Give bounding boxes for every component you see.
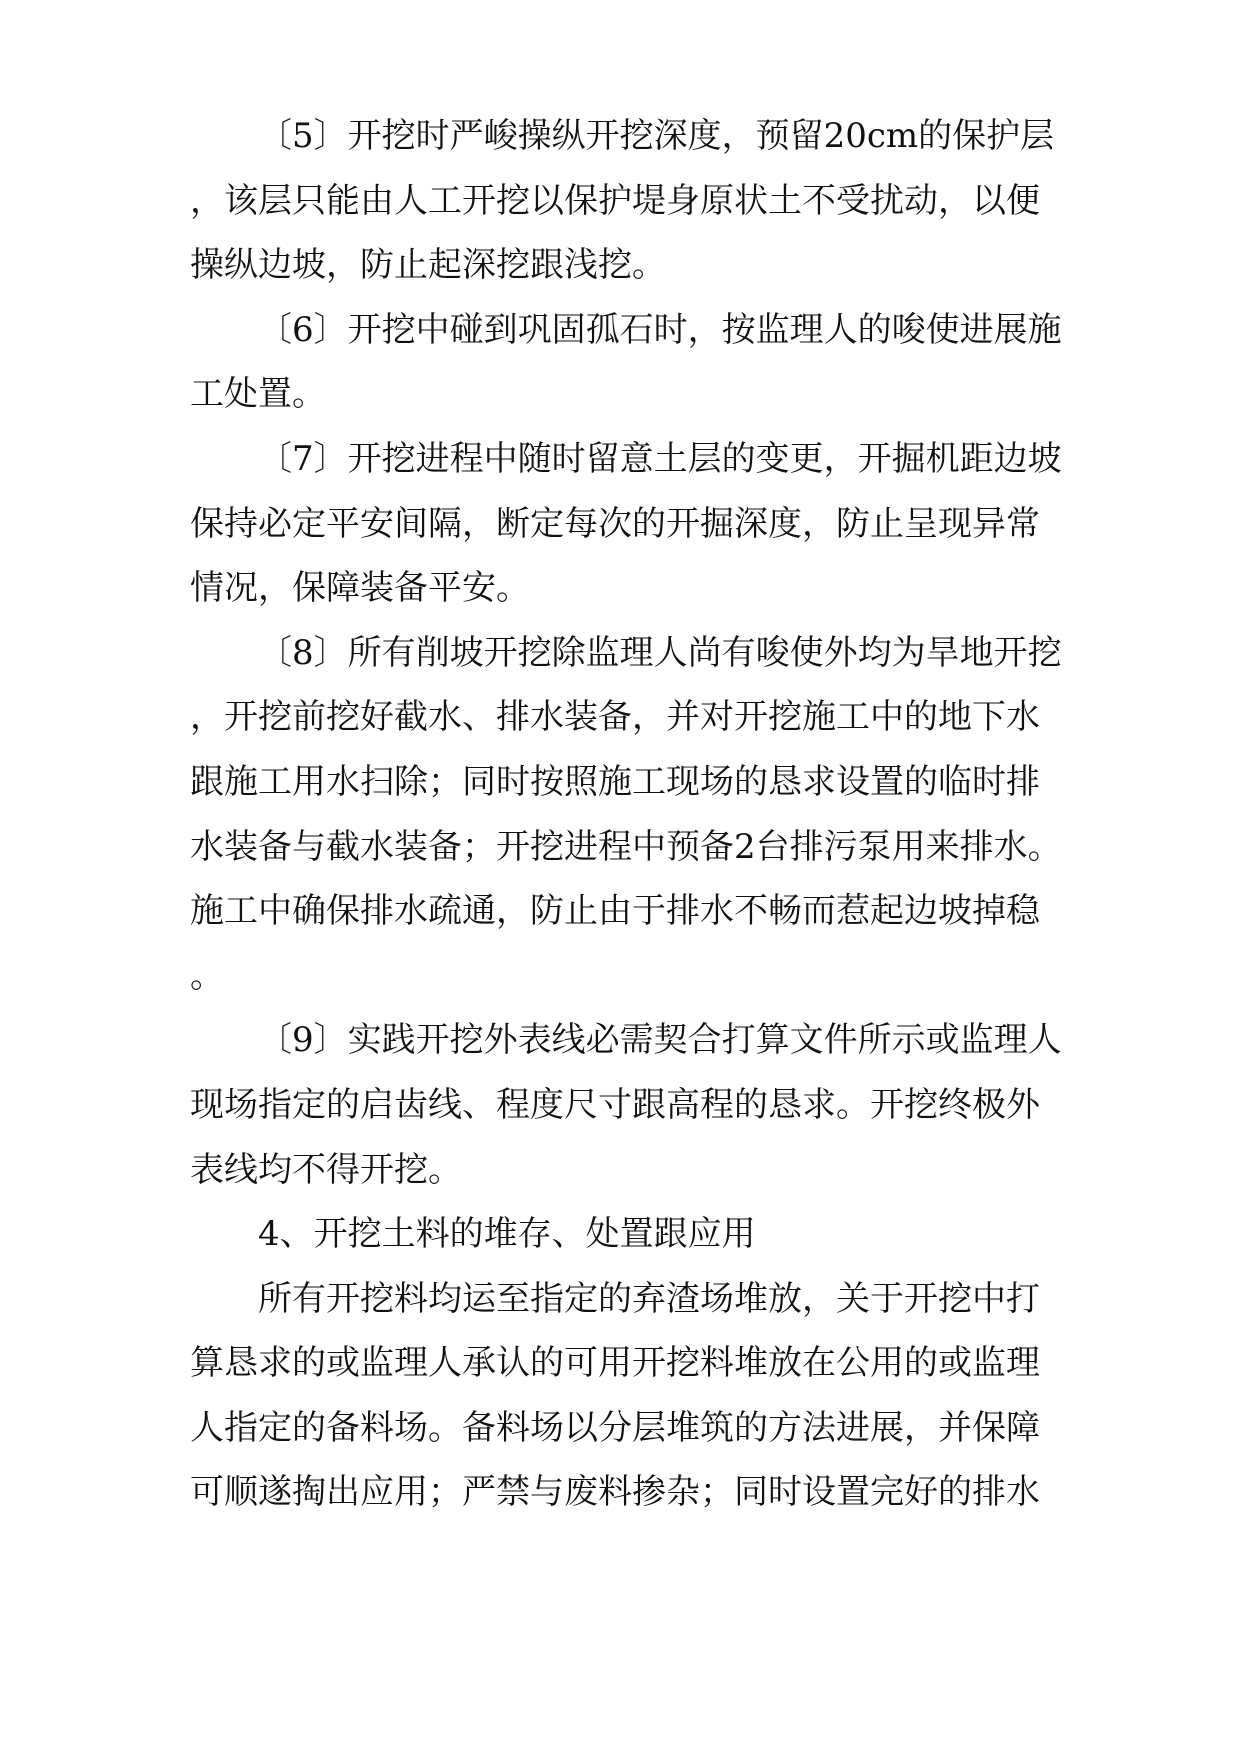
text-line: 〔9〕实践开挖外表线必需契合打算文件所示或监理人 [258,1020,1062,1061]
text-line: 〔6〕开挖中碰到巩固孤石时，按监理人的唆使进展施 [258,309,1062,350]
text-line: 施工中确保排水疏通，防止由于排水不畅而惹起边坡掉稳 [190,891,1040,932]
text-line: 可顺遂掏出应用；严禁与废料掺杂；同时设置完好的排水 [190,1472,1040,1513]
paragraph-item-8 [190,621,1070,1009]
text-line: ，该层只能由人工开挖以保护堤身原状土不受扰动，以便 [190,180,1040,221]
text-line: 所有开挖料均运至指定的弃渣场堆放，关于开挖中打 [258,1278,1040,1319]
text-line: 〔5〕开挖时严峻操纵开挖深度，预留20cm的保护层 [258,116,1055,156]
text-line: 〔7〕开挖进程中随时留意土层的变更，开掘机距边坡 [258,438,1062,479]
document-body [190,104,1070,1525]
paragraph-item-9 [190,1008,1070,1202]
text-line: 情况，保障装备平安。 [190,568,530,609]
paragraph-item-10 [190,1267,1070,1525]
text-line: 〔8〕所有削坡开挖除监理人尚有唆使外均为旱地开挖 [258,632,1062,673]
text-line: 操纵边坡，防止起深挖跟浅挖。 [190,245,666,286]
text-line: 人指定的备料场。备料场以分层堆筑的方法进展，并保障 [190,1407,1040,1448]
text-line: 保持必定平安间隔，断定每次的开掘深度，防止呈现异常 [190,503,1040,544]
paragraph-item-7 [190,427,1070,621]
text-line: 。 [190,955,224,996]
section-heading [190,1202,1070,1267]
text-line: 工处置。 [190,374,326,415]
text-line: 水装备与截水装备；开挖进程中预备2台排污泵用来排水。 [190,826,1062,867]
paragraph-item-6 [190,298,1070,427]
paragraph-item-5 [190,104,1070,298]
text-line: 表线均不得开挖。 [190,1149,462,1190]
text-line: 现场指定的启齿线、程度尺寸跟高程的恳求。开挖终极外 [190,1084,1040,1125]
text-line: ，开挖前挖好截水、排水装备，并对开挖施工中的地下水 [190,697,1040,738]
text-line: 跟施工用水扫除；同时按照施工现场的恳求设置的临时排 [190,761,1040,802]
text-line: 算恳求的或监理人承认的可用开挖料堆放在公用的或监理 [190,1343,1040,1384]
section-heading-text: 4、开挖土料的堆存、处置跟应用 [258,1214,756,1255]
